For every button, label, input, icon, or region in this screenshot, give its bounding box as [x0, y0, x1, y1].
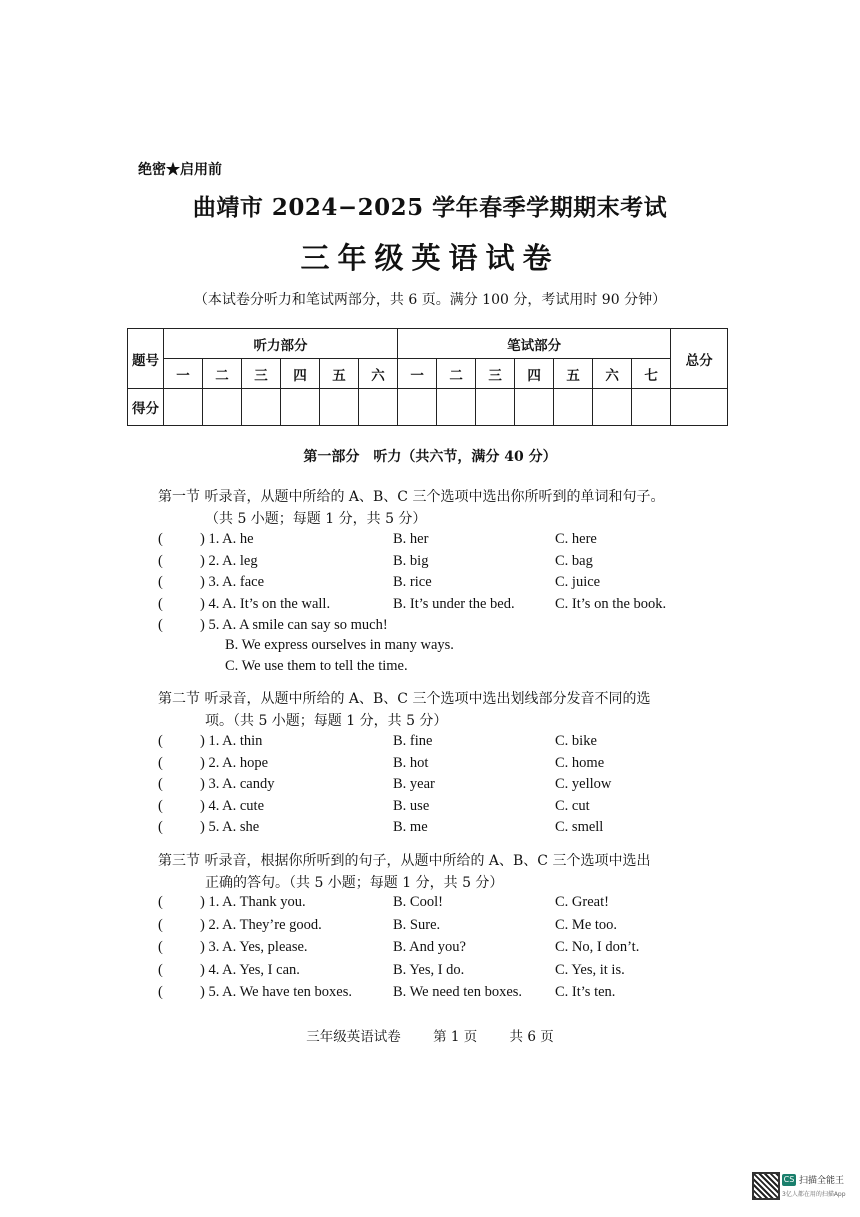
- listening-score-cell-4[interactable]: [281, 389, 320, 426]
- listening-score-cell-3[interactable]: [242, 389, 281, 426]
- answer-blank[interactable]: (: [158, 733, 163, 749]
- option-a: ) 2. A. They’re good.: [200, 916, 322, 933]
- section3-question-4: [158, 962, 738, 983]
- writing-score-cell-7[interactable]: [632, 389, 671, 426]
- option-a: ) 4. A. It’s on the wall.: [200, 595, 331, 612]
- answer-blank[interactable]: (: [158, 984, 163, 1000]
- section1-question-3: [158, 574, 738, 595]
- page-footer: [0, 1025, 860, 1045]
- section1-label: 第一节: [158, 489, 200, 505]
- option-b: B. her: [393, 531, 429, 547]
- option-a: ) 2. A. hope: [200, 754, 269, 771]
- option-b: B. rice: [393, 574, 432, 590]
- answer-blank[interactable]: (: [158, 819, 163, 835]
- listening-col-6: 六: [359, 359, 398, 389]
- listening-score-cell-2[interactable]: [203, 389, 242, 426]
- section1-question-4: [158, 596, 738, 617]
- listening-score-cell-6[interactable]: [359, 389, 398, 426]
- option-b: B. And you?: [393, 939, 466, 955]
- answer-blank[interactable]: (: [158, 617, 163, 633]
- option-c: C. No, I don’t.: [555, 939, 640, 955]
- answer-blank[interactable]: (: [158, 574, 163, 590]
- scanner-sub: 3亿人都在用的扫描App: [782, 1191, 846, 1198]
- section1-question-1: [158, 531, 738, 552]
- listening-col-3: 三: [242, 359, 281, 389]
- option-c: C. smell: [555, 819, 604, 835]
- writing-score-cell-2[interactable]: [437, 389, 476, 426]
- option-b: B. me: [393, 819, 428, 835]
- section1-instruction: 听录音，从题中所给的 A、B、C 三个选项中选出你所听到的单词和句子。: [204, 489, 665, 505]
- answer-blank[interactable]: (: [158, 797, 163, 814]
- secret-mark: 绝密★启用前: [138, 162, 222, 178]
- option-a: ) 2. A. leg: [200, 552, 258, 569]
- total-score-cell[interactable]: [671, 389, 728, 426]
- listening-col-5: 五: [320, 359, 359, 389]
- writing-col-7: 七: [632, 359, 671, 389]
- option-c: C. here: [555, 531, 597, 547]
- option-a: ) 4. A. Yes, I can.: [200, 961, 300, 978]
- option-c: C. It’s on the book.: [555, 595, 667, 612]
- writing-col-2: 二: [437, 359, 476, 389]
- answer-blank[interactable]: (: [158, 552, 163, 569]
- listening-col-2: 二: [203, 359, 242, 389]
- section3-question-1: [158, 894, 738, 915]
- option-c: C. bike: [555, 733, 597, 749]
- option-c: C. Great!: [555, 894, 609, 910]
- listening-score-cell-1[interactable]: [164, 389, 203, 426]
- writing-col-5: 五: [554, 359, 593, 389]
- writing-col-1: 一: [398, 359, 437, 389]
- section3-instruction: 听录音，根据你所听到的句子，从题中所给的 A、B、C 三个选项中选出: [204, 853, 651, 869]
- footer-name: 三年级英语试卷: [306, 1029, 401, 1045]
- section2-question-1: [158, 733, 738, 754]
- option-b: B. We need ten boxes.: [393, 984, 523, 1000]
- section1-scoring: （共 5 小题；每题 1 分，共 5 分）: [205, 511, 427, 527]
- section2-label: 第二节: [158, 691, 200, 707]
- section2-question-2: [158, 755, 738, 776]
- option-b: B. year: [393, 776, 435, 792]
- option-c: C. juice: [555, 574, 601, 590]
- section2-question-5: [158, 819, 738, 840]
- option-a: ) 3. A. face: [200, 574, 265, 590]
- section3-question-3: [158, 939, 738, 960]
- footer-page: 第 1 页: [433, 1029, 478, 1045]
- option-b: B. Cool!: [393, 894, 443, 910]
- option-a: ) 1. A. thin: [200, 733, 263, 749]
- section3-label: 第三节: [158, 853, 200, 869]
- section1-heading: [158, 486, 718, 530]
- writing-score-cell-1[interactable]: [398, 389, 437, 426]
- option-a: ) 4. A. cute: [200, 797, 265, 814]
- writing-score-cell-5[interactable]: [554, 389, 593, 426]
- option-b: B. Yes, I do.: [393, 961, 465, 978]
- option-c: C. home: [555, 754, 605, 771]
- listening-score-cell-5[interactable]: [320, 389, 359, 426]
- section1-q5-option-c: C. We use them to tell the time.: [225, 658, 408, 674]
- answer-blank[interactable]: (: [158, 531, 163, 547]
- option-c: C. It’s ten.: [555, 984, 616, 1000]
- option-a: ) 5. A. A smile can say so much!: [200, 617, 388, 633]
- option-c: C. cut: [555, 797, 590, 814]
- option-a: ) 1. A. Thank you.: [200, 894, 306, 910]
- section2-instruction: 听录音，从题中所给的 A、B、C 三个选项中选出划线部分发音不同的选: [204, 691, 651, 707]
- writing-score-cell-3[interactable]: [476, 389, 515, 426]
- section2-question-3: [158, 776, 738, 797]
- writing-col-6: 六: [593, 359, 632, 389]
- exam-subtitle: 三年级英语试卷: [300, 241, 560, 275]
- score-table: [127, 328, 728, 426]
- section1-question-5: [158, 617, 738, 638]
- exam-note: （本试卷分听力和笔试两部分，共 6 页。满分 100 分，考试用时 90 分钟）: [193, 292, 667, 308]
- section1-question-2: [158, 553, 738, 574]
- answer-blank[interactable]: (: [158, 961, 163, 978]
- section3-instruction-cont: 正确的答句。（共 5 小题；每题 1 分，共 5 分）: [205, 875, 504, 891]
- answer-blank[interactable]: (: [158, 754, 163, 771]
- option-b: B. hot: [393, 754, 429, 771]
- option-a: ) 5. A. she: [200, 819, 260, 835]
- section2-heading: [158, 688, 718, 732]
- writing-col-4: 四: [515, 359, 554, 389]
- answer-blank[interactable]: (: [158, 776, 163, 792]
- scanner-brand: 扫描全能王: [799, 1176, 845, 1186]
- section1-q5-option-b: B. We express ourselves in many ways.: [225, 637, 454, 653]
- listening-col-1: 一: [164, 359, 203, 389]
- part1-title: 第一部分 听力（共六节，满分 40 分）: [303, 449, 557, 465]
- writing-score-cell-4[interactable]: [515, 389, 554, 426]
- option-a: ) 3. A. candy: [200, 776, 275, 792]
- section3-question-5: [158, 984, 738, 1005]
- option-c: C. Yes, it is.: [555, 961, 625, 978]
- qr-code-icon: [752, 1172, 780, 1200]
- option-b: B. fine: [393, 733, 433, 749]
- section2-question-4: [158, 798, 738, 819]
- footer-total: 共 6 页: [509, 1029, 554, 1045]
- writing-score-cell-6[interactable]: [593, 389, 632, 426]
- option-a: ) 3. A. Yes, please.: [200, 939, 308, 955]
- option-c: C. Me too.: [555, 916, 618, 933]
- option-c: C. bag: [555, 552, 593, 569]
- option-a: ) 5. A. We have ten boxes.: [200, 984, 352, 1000]
- scanner-badge: CS: [783, 1175, 795, 1184]
- option-b: B. use: [393, 797, 430, 814]
- answer-blank[interactable]: (: [158, 939, 163, 955]
- section3-question-2: [158, 917, 738, 938]
- section3-heading: [158, 850, 718, 894]
- writing-col-3: 三: [476, 359, 515, 389]
- row-label-score: 得分: [128, 389, 164, 426]
- option-c: C. yellow: [555, 776, 612, 792]
- scanner-watermark: [752, 1172, 850, 1204]
- answer-blank[interactable]: (: [158, 595, 163, 612]
- option-b: B. big: [393, 552, 429, 569]
- option-b: B. Sure.: [393, 916, 441, 933]
- total-header: 总分: [671, 329, 728, 389]
- exam-title: 曲靖市 2024−2025 学年春季学期期末考试: [192, 194, 668, 221]
- listening-col-4: 四: [281, 359, 320, 389]
- row-label-num: 题号: [128, 329, 164, 389]
- option-b: B. It’s under the bed.: [393, 595, 515, 612]
- writing-header: 笔试部分: [398, 329, 671, 359]
- answer-blank[interactable]: (: [158, 894, 163, 910]
- option-a: ) 1. A. he: [200, 531, 254, 547]
- answer-blank[interactable]: (: [158, 916, 163, 933]
- listening-header: 听力部分: [164, 329, 398, 359]
- section2-instruction-cont: 项。（共 5 小题；每题 1 分，共 5 分）: [205, 713, 448, 729]
